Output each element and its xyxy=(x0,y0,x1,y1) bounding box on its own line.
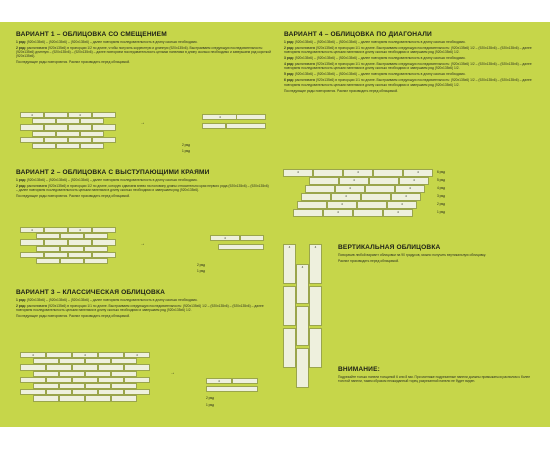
variant-4-row2-label: 2 ряд xyxy=(437,202,445,206)
v3-row-sample xyxy=(206,386,258,392)
v1-brick: 4 xyxy=(20,112,44,118)
variant-2-row2: 2 ряд: распиливаем (920х135х6) в пропорции 1/2 по длине, которую сдвигаем влево на половину длины относительно края первого ряда (920х135х6) – (920х135х6) – далее повторяем последовательность целыми панелями в длину сколько необходимо и завершаем ряд (920х135х6). xyxy=(16,183,269,192)
vert-brick xyxy=(283,328,296,368)
variant-1-diagram xyxy=(20,112,278,152)
vertical-diagram xyxy=(283,244,323,409)
v1-brick: 4 xyxy=(68,112,92,118)
vertical-section xyxy=(338,244,534,263)
variant-3 xyxy=(16,289,271,318)
variant-1-title: ВАРИАНТ 1 – ОБЛИЦОВКА СО СМЕЩЕНИЕМ xyxy=(16,31,167,38)
variant-4-title: ВАРИАНТ 4 – ОБЛИЦОВКА ПО ДИАГОНАЛИ xyxy=(284,31,432,38)
v3-brick xyxy=(85,395,111,401)
variant-4-note: Последующие ряды повторяются. Распил производить перед облицовкой. xyxy=(284,88,399,93)
v4-brick: 4 xyxy=(331,193,361,201)
variant-4-row6: 6 ряд: распиливаем (920х135х6) в пропорции 1/1 по длине. Выстраиваем следующую последовательность: (920х135х6) 1/2 – (920х135х6) – (920х135х6) – далее повторяем последовательность целыми панелями в длину сколько необходимо и завершаем ряд (920х135х6) 1/2. xyxy=(284,78,532,87)
v2-brick xyxy=(36,258,60,264)
variant-4-row5: 5 ряд: (920х135х6) – (920х135х6) – (920х135х6) – далее повторяем последовательность в длину сколько необходимо. xyxy=(284,72,466,77)
variant-1-row2: 2 ряд: распиливаем (920х135х6) в пропорции 1/2 по длине, чтобы получить корректную и длинную (920х135х6). Выстраиваем следующую последовательность: (920х135х6) длинную – (920х135х6) – (920х135х6) – далее повторяем последовательность целыми панелями в длину сколько необходимо и завершаем ряд короткой (920х135х6). xyxy=(16,45,271,59)
variant-1-note: Последующие ряды повторяются. Распил производить перед облицовкой. xyxy=(16,60,131,65)
v2-arrow-icon: → xyxy=(140,241,145,247)
vert-brick xyxy=(296,348,309,388)
variant-4-row2: 2 ряд: распиливаем (920х135х6) в пропорции 1/1 по длине. Выстраиваем следующую последовательность: (920х135х6) 1/2 – (920х135х6) – (920х135х6) – далее повторяем последовательность целыми панелями в длину сколько необходимо и завершаем ряд (920х135х6) 1/2. xyxy=(284,45,532,54)
variant-1-row2-label: 2 ряд xyxy=(182,143,190,147)
v2-row-sample xyxy=(218,244,264,250)
variant-4-row3: 3 ряд: (920х135х6) – (920х135х6) – (920х135х6) – далее повторяем последовательность в длину сколько необходимо. xyxy=(284,56,466,60)
v4-brick xyxy=(361,193,391,201)
v3-row-sample xyxy=(232,378,258,384)
warning-title: ВНИМАНИЕ: xyxy=(338,366,380,373)
v4-brick xyxy=(369,177,399,185)
v4-brick xyxy=(301,193,331,201)
variant-4-row1: 1 ряд: (920х135х6) – (920х135х6) – (920х135х6) – далее повторяем последовательность в длину сколько необходимо. xyxy=(284,39,466,44)
variant-2-row1: 1 ряд: (920х135х6) – (920х135х6) – (920х135х6) – далее повторяем последовательность в длину сколько необходимо. xyxy=(16,177,198,182)
variant-4-row1-label: 1 ряд xyxy=(437,210,445,214)
warning-text: Подрезайте только панели толщиной 6 или 8 мм. При монтаже подрезанные панели должны примыкаться распилом к более толстой панели, таким образом неожиданный торец разрезанной панели не будет виден. xyxy=(338,374,531,383)
variant-4 xyxy=(284,31,534,93)
variant-3-row1: 1 ряд: (920х135х6) – (920х135х6) – (920х135х6) – далее повторяем последовательность в длину сколько необходимо. xyxy=(16,297,198,302)
v4-brick: 4 xyxy=(387,201,417,209)
variant-1 xyxy=(16,31,271,65)
v4-brick: 4 xyxy=(395,185,425,193)
vert-brick: 4 xyxy=(309,244,322,284)
v4-brick: 4 xyxy=(403,169,433,177)
installation-sheet xyxy=(0,22,550,427)
v1-arrow-icon: → xyxy=(140,120,145,126)
variant-3-row2-label: 2 ряд xyxy=(206,396,214,400)
variant-2-note: Последующие ряды повторяются. Распил производить перед облицовкой. xyxy=(16,194,131,198)
v4-brick: 4 xyxy=(391,193,421,201)
variant-2-row2-label: 2 ряд xyxy=(197,263,205,267)
variant-2-diagram xyxy=(20,227,278,269)
v4-brick: 4 xyxy=(283,169,313,177)
v3-brick: 4 xyxy=(20,352,46,358)
v4-brick xyxy=(297,201,327,209)
v4-brick: 4 xyxy=(339,177,369,185)
v2-brick xyxy=(60,258,84,264)
variant-2-title: ВАРИАНТ 2 – ОБЛИЦОВКА С ВЫСТУПАЮЩИМИ КРАЯМИ xyxy=(16,169,210,176)
v1-row-sample xyxy=(226,123,266,129)
variant-4-row5-label: 5 ряд xyxy=(437,178,445,182)
v4-brick: 4 xyxy=(383,209,413,217)
v4-brick: 4 xyxy=(323,209,353,217)
variant-1-row1-label: 1 ряд xyxy=(182,149,190,153)
v2-brick xyxy=(84,258,108,264)
variant-3-row1-label: 1 ряд xyxy=(206,403,214,407)
variant-2 xyxy=(16,169,271,198)
vert-brick xyxy=(283,286,296,326)
vertical-title: ВЕРТИКАЛЬНАЯ ОБЛИЦОВКА xyxy=(338,244,441,251)
variant-4-row4: 4 ряд: распиливаем (920х135х6) в пропорции 1/1 по длине. Выстраиваем следующую последовательность: (920х135х6) 1/2 – (920х135х6) – (920х135х6) – далее повторяем последовательность целыми панелями в длину сколько необходимо и завершаем ряд (920х135х6) 1/2. xyxy=(284,62,532,71)
v3-brick xyxy=(59,395,85,401)
v4-brick xyxy=(313,169,343,177)
variant-4-row6-label: 6 ряд xyxy=(437,170,445,174)
vert-brick: 4 xyxy=(283,244,296,284)
v1-brick xyxy=(32,143,56,149)
v4-brick: 4 xyxy=(399,177,429,185)
v1-brick xyxy=(80,143,104,149)
variant-3-note: Последующие ряды повторяются. Распил производить перед облицовкой. xyxy=(16,314,131,318)
v1-brick xyxy=(56,143,80,149)
vert-brick xyxy=(296,306,309,346)
v1-row-sample xyxy=(202,123,226,129)
v2-brick: 4 xyxy=(20,227,44,233)
v4-brick: 4 xyxy=(335,185,365,193)
v4-brick xyxy=(293,209,323,217)
variant-4-row4-label: 4 ряд xyxy=(437,186,445,190)
v3-brick: 4 xyxy=(72,352,98,358)
v3-arrow-icon: → xyxy=(170,370,175,376)
v3-brick xyxy=(111,395,137,401)
variant-4-diagram xyxy=(283,169,433,219)
v2-row-sample: 4 xyxy=(210,235,240,241)
warning-section xyxy=(338,366,534,383)
v2-brick: 4 xyxy=(68,227,92,233)
v3-brick xyxy=(33,395,59,401)
v4-brick xyxy=(309,177,339,185)
v4-brick xyxy=(353,209,383,217)
v4-brick xyxy=(357,201,387,209)
v4-brick: 4 xyxy=(343,169,373,177)
v4-brick xyxy=(305,185,335,193)
vert-brick xyxy=(309,286,322,326)
v1-row-sample: 4 xyxy=(202,114,238,120)
v4-brick xyxy=(373,169,403,177)
variant-2-row1-label: 1 ряд xyxy=(197,269,205,273)
v4-brick xyxy=(365,185,395,193)
v3-row-sample: 4 xyxy=(206,378,232,384)
vert-brick xyxy=(309,328,322,368)
vertical-text-2: Распил производить перед облицовкой. xyxy=(338,258,400,263)
v2-row-sample xyxy=(240,235,264,241)
v1-row-sample xyxy=(236,114,266,120)
variant-4-row3-label: 3 ряд xyxy=(437,194,445,198)
vert-brick: 4 xyxy=(296,264,309,304)
variant-1-row1: 1 ряд: (920х135х6) – (920х135х6) – (920х135х6) – далее повторяем последовательность в длину сколько необходимо. xyxy=(16,39,198,44)
v3-brick: 4 xyxy=(124,352,150,358)
v4-brick: 4 xyxy=(327,201,357,209)
variant-3-row2: 2 ряд: распиливаем (920х135х6) в пропорции 1/1 по длине. Выстраиваем следующую последовательность: (920х135х6) 1/2 – (920х135х6) – (920х135х6) – далее повторяем последовательность целыми панелями в длину сколько необходимо и завершаем ряд (920х135х6) 1/2. xyxy=(16,303,264,312)
variant-3-diagram xyxy=(20,352,278,408)
vertical-text-1: Поворачив любой вариант облицовки на 90 градусов, можно получить вертикальную облицовку. xyxy=(338,252,487,257)
variant-3-title: ВАРИАНТ 3 – КЛАССИЧЕСКАЯ ОБЛИЦОВКА xyxy=(16,289,166,296)
